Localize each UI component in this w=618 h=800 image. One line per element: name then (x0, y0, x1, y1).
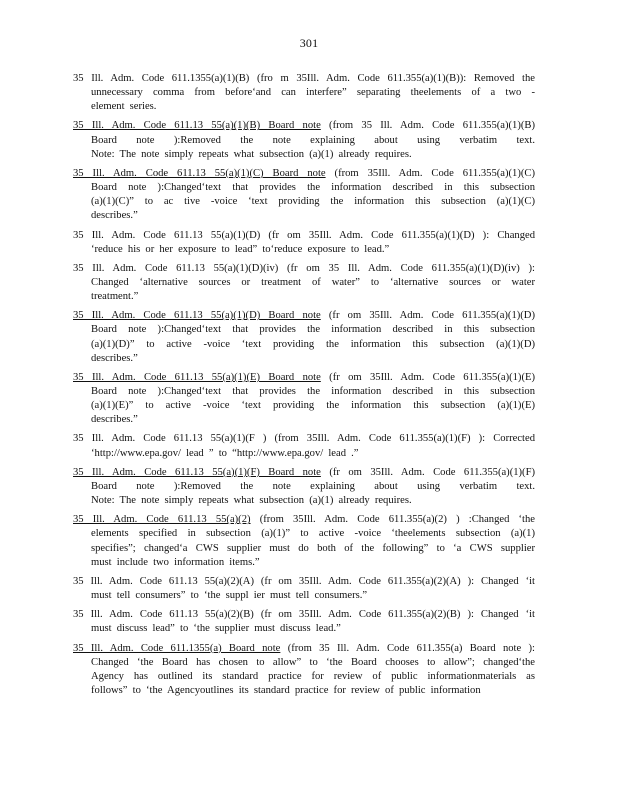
entry-text: Board note ):Removed the note explaining about using verbatim text. (91, 134, 535, 146)
entry-citation-line (73, 575, 535, 589)
entry-text: describes.” (91, 210, 138, 222)
entry-text: 35 Ill. Adm. Code 611.13 55(a)(1)(D)(iv) (fr om 35 Ill. Adm. Code 611.355(a)(1)(D)(iv) ): (73, 262, 535, 274)
entry-text: 35 Ill. Adm. Code 611.13 55(a)(1)(F ) (from 35Ill. Adm. Code 611.355(a)(1)(F) ): Corrected (73, 433, 535, 445)
entry-text: (from 35 Ill. Adm. Code 611.355(a) Board note ): (280, 642, 535, 654)
entry-text: Board note ):Removed the note explaining about using verbatim text. (91, 480, 535, 492)
revision-entry (73, 229, 535, 257)
entry-citation-line (73, 513, 535, 527)
entry-citation-line (73, 262, 535, 276)
entry-text-line (73, 209, 535, 223)
entry-text: element series. (91, 101, 157, 113)
entry-text-line (73, 276, 535, 290)
entry-text-line (73, 413, 535, 427)
entry-text: must tell consumers” to ‘the suppl ier must tell consumers.” (91, 589, 368, 601)
entry-citation-line (73, 72, 535, 86)
entry-text: Agency has outlined its standard practice for review of public informationmaterials as (91, 670, 535, 682)
underlined-citation: 35 Ill. Adm. Code 611.13 55(a)(1)(D) Board note (73, 310, 321, 322)
entry-text-line (73, 195, 535, 209)
entry-text: (fr om 35Ill. Adm. Code 611.355(a)(1)(F) (320, 466, 536, 478)
entry-text-line (73, 684, 535, 698)
entry-text: ‘http://www.epa.gov/ lead ” to “http://www.epa.gov/ lead .” (91, 447, 359, 459)
entry-text: 35 Ill. Adm. Code 611.13 55(a)(2)(B) (fr om 35Ill. Adm. Code 611.355(a)(2)(B) ): Changed ‘it (73, 609, 535, 621)
entry-text-line (73, 556, 535, 570)
entry-text: describes.” (91, 352, 138, 364)
entry-text-line (73, 480, 535, 494)
entry-text-line (73, 290, 535, 304)
entry-text-line (73, 323, 535, 337)
entry-text: (from 35Ill. Adm. Code 611.355(a)(2) ) :Changed ‘the (250, 514, 535, 526)
entry-text: Changed ‘the Board has chosen to allow” to ‘the Board chooses to allow”; changed‘the (91, 656, 535, 668)
revision-entry (73, 119, 535, 161)
revision-entry (73, 608, 535, 636)
entry-text: (fr om 35Ill. Adm. Code 611.355(a)(1)(D) (320, 310, 535, 322)
entry-text: (a)(1)(D)” to active -voice ‘text providing the information this subsection (a)(1)(D) (91, 338, 535, 350)
entry-text-line (73, 494, 535, 508)
revision-entry (73, 167, 535, 223)
underlined-citation: 35 Ill. Adm. Code 611.1355(a) Board note (73, 642, 281, 654)
entry-text-line (73, 656, 535, 670)
revision-notes-list (73, 72, 535, 703)
entry-text: ‘reduce his or her exposure to lead” to‘reduce exposure to lead.” (91, 243, 390, 255)
revision-entry (73, 309, 535, 365)
entry-citation-line (73, 466, 535, 480)
entry-citation-line (73, 309, 535, 323)
entry-text: describes.” (91, 414, 138, 426)
entry-citation-line (73, 119, 535, 133)
revision-entry (73, 72, 535, 114)
entry-text-line (73, 181, 535, 195)
entry-text: (a)(1)(C)” to ac tive -voice ‘text providing the information this subsection (a)(1)(C) (91, 196, 535, 208)
entry-text: (fr om 35Ill. Adm. Code 611.355(a)(1)(E) (320, 371, 535, 383)
entry-text: 35 Ill. Adm. Code 611.1355(a)(1)(B) (fro m 35Ill. Adm. Code 611.355(a)(1)(B)): Removed the (73, 73, 535, 84)
entry-citation-line (73, 642, 535, 656)
revision-entry (73, 575, 535, 603)
entry-text-line (73, 100, 535, 114)
underlined-citation: 35 Ill. Adm. Code 611.13 55(a)(1)(C) Board note (73, 167, 326, 179)
entry-text: Board note ):Changed‘text that provides the information described in this subsection (91, 182, 535, 194)
entry-text-line (73, 622, 535, 636)
entry-text: must discuss lead” to ‘the supplier must discuss lead.” (91, 623, 341, 635)
entry-text: Note: The note simply repeats what subsection (a)(1) already requires. (91, 148, 412, 160)
revision-entry (73, 262, 535, 304)
entry-text-line (73, 338, 535, 352)
entry-citation-line (73, 229, 535, 243)
page-number: 301 (299, 36, 319, 50)
entry-text-line (73, 352, 535, 366)
entry-text-line (73, 399, 535, 413)
underlined-citation: 35 Ill. Adm. Code 611.13 55(a)(2) (73, 514, 251, 526)
entry-text-line (73, 148, 535, 162)
revision-entry (73, 432, 535, 460)
revision-entry (73, 642, 535, 698)
entry-text-line (73, 385, 535, 399)
entry-citation-line (73, 608, 535, 622)
entry-text: (a)(1)(E)” to active -voice ‘text providing the information this subsection (a)(1)(E) (91, 400, 535, 412)
entry-text: follows” to ‘the Agencyoutlines its standard practice for review of public information (91, 684, 481, 696)
entry-text-line (73, 447, 535, 461)
revision-entry (73, 513, 535, 569)
entry-text: must include two information items.” (91, 556, 260, 568)
entry-text-line (73, 670, 535, 684)
entry-citation-line (73, 432, 535, 446)
entry-text: Note: The note simply repeats what subsection (a)(1) already requires. (91, 495, 412, 507)
entry-text-line (73, 527, 535, 541)
entry-citation-line (73, 371, 535, 385)
entry-text-line (73, 86, 535, 100)
revision-entry (73, 466, 535, 508)
entry-text: 35 Ill. Adm. Code 611.13 55(a)(1)(D) (fr om 35Ill. Adm. Code 611.355(a)(1)(D) ): Changed (73, 229, 535, 241)
underlined-citation: 35 Ill. Adm. Code 611.13 55(a)(1)(B) Board note (73, 120, 321, 132)
entry-text: treatment.” (91, 291, 139, 303)
underlined-citation: 35 Ill. Adm. Code 611.13 55(a)(1)(E) Board note (73, 371, 321, 383)
entry-text: (from 35 Ill. Adm. Code 611.355(a)(1)(B) (320, 120, 535, 132)
entry-text: (from 35Ill. Adm. Code 611.355(a)(1)(C) (325, 167, 535, 179)
entry-text: elements specified in subsection (a)(1)” to active -voice ‘theelements subsection (a)(1) (91, 528, 535, 540)
underlined-citation: 35 Ill. Adm. Code 611.13 55(a)(1)(F) Board note (73, 466, 321, 478)
entry-citation-line (73, 167, 535, 181)
entry-text: unnecessary comma from before‘and can interfere” separating theelements of a two - (91, 87, 535, 99)
entry-text-line (73, 542, 535, 556)
entry-text-line (73, 134, 535, 148)
entry-text: Board note ):Changed‘text that provides the information described in this subsection (91, 324, 535, 336)
entry-text-line (73, 589, 535, 603)
entry-text: Board note ):Changed‘text that provides the information described in this subsection (91, 386, 535, 397)
entry-text-line (73, 243, 535, 257)
entry-text: specifies”; changed‘a CWS supplier must do both of the following” to ‘a CWS supplier (91, 542, 535, 554)
entry-text: 35 Ill. Adm. Code 611.13 55(a)(2)(A) (fr om 35Ill. Adm. Code 611.355(a)(2)(A) ): Changed ‘it (73, 575, 535, 587)
entry-text: Changed ‘alternative sources or treatment of water” to ‘alternative sources or water (91, 276, 535, 288)
revision-entry (73, 371, 535, 427)
